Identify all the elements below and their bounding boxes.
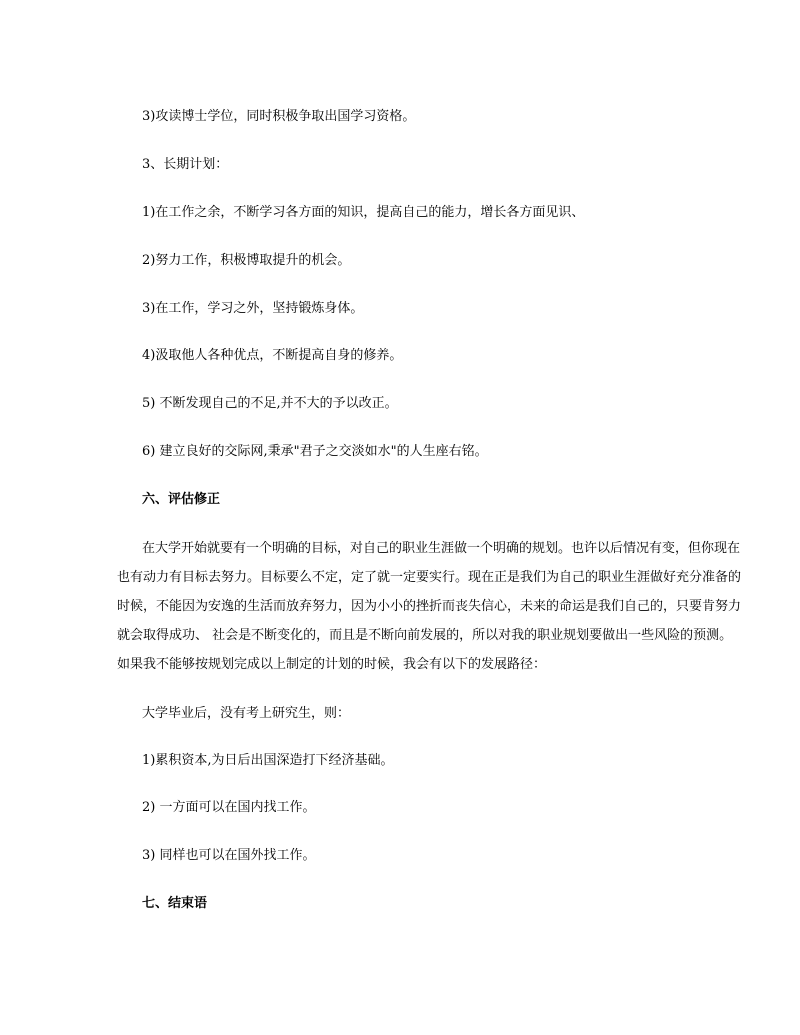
paragraph-line: 如果我不能够按规划完成以上制定的计划的时候，我会有以下的发展路径： bbox=[117, 657, 547, 672]
long-term-item-3: 3)在工作，学习之外，坚持锻炼身体。 bbox=[142, 301, 364, 316]
long-term-item-6: 6) 建立良好的交际网,秉承"君子之交淡如水"的人生座右铭。 bbox=[142, 444, 488, 459]
long-term-plan-heading: 3、长期计划： bbox=[142, 157, 229, 172]
long-term-item-2: 2)努力工作，积极博取提升的机会。 bbox=[142, 253, 351, 268]
fallback-item-2: 2) 一方面可以在国内找工作。 bbox=[142, 800, 316, 815]
long-term-item-4: 4)汲取他人各种优点，不断提高自身的修养。 bbox=[142, 348, 403, 363]
fallback-item-3: 3) 同样也可以在国外找工作。 bbox=[142, 848, 316, 863]
paragraph-line: 时候，不能因为安逸的生活而放弃努力，因为小小的挫折而丧失信心，未来的命运是我们自己的，只要肯努力 bbox=[117, 599, 742, 614]
section-6-paragraph bbox=[117, 534, 742, 679]
section-6-title: 六、评估修正 bbox=[142, 492, 221, 507]
long-term-item-5: 5) 不断发现自己的不足,并不大的予以改正。 bbox=[142, 396, 398, 411]
paragraph-line: 也有动力有目标去努力。目标要么不定，定了就一定要实行。现在正是我们为自己的职业生涯做好充分准备的 bbox=[117, 570, 742, 585]
plan-item-phd: 3)攻读博士学位，同时积极争取出国学习资格。 bbox=[142, 109, 416, 124]
paragraph-line: 在大学开始就要有一个明确的目标，对自己的职业生涯做一个明确的规划。也许以后情况有变，但你现在 bbox=[142, 541, 741, 556]
fallback-intro: 大学毕业后，没有考上研究生，则： bbox=[142, 706, 351, 721]
fallback-item-1: 1)累积资本,为日后出国深造打下经济基础。 bbox=[142, 753, 394, 768]
long-term-item-1: 1)在工作之余，不断学习各方面的知识，提高自己的能力，增长各方面见识、 bbox=[142, 205, 585, 220]
section-7-title: 七、结束语 bbox=[142, 896, 208, 911]
paragraph-line: 就会取得成功、 社会是不断变化的，而且是不断向前发展的，所以对我的职业规划要做出一些风险的预测。 bbox=[117, 628, 733, 643]
